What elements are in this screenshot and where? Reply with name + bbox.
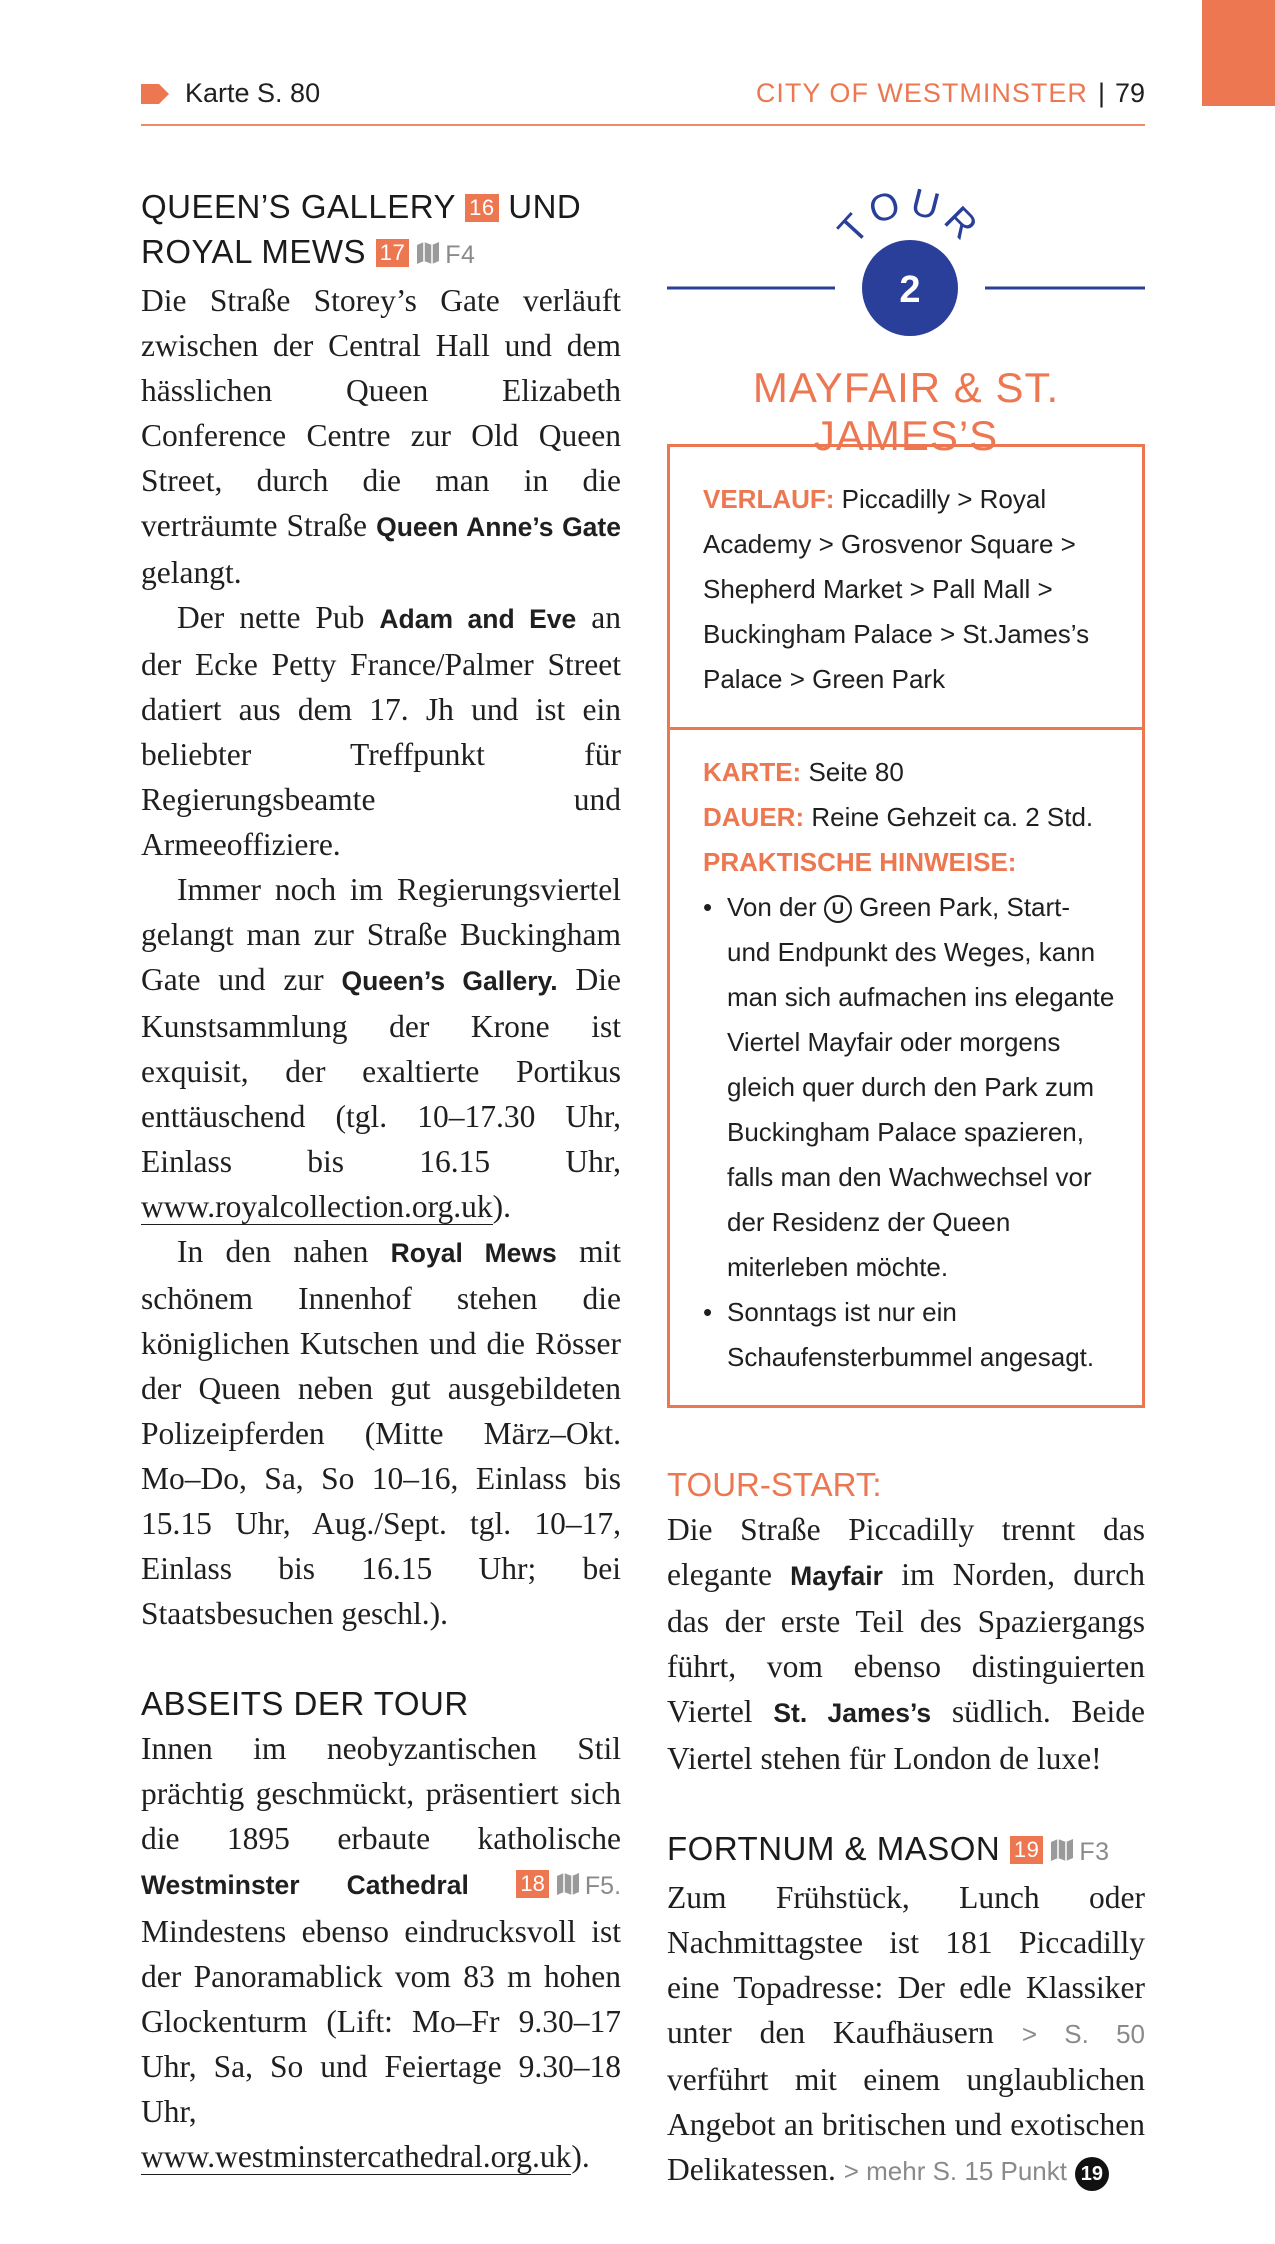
text: Die Straße Storey’s Gate verläuft zwischen der Central Hall und dem hässlichen Queen Elizabeth Conference Centre zur Old Queen Street, durch die man in die verträumte Straße [141,283,621,543]
text: Innen im neobyzantischen Stil prächtig geschmückt, präsentiert sich die 1895 erbaute katholische [141,1731,621,1856]
point-19-badge: 19 [1075,2157,1109,2191]
map-line [703,750,1120,795]
text: ). [571,2139,590,2174]
bold-term: Royal Mews [390,1238,557,1268]
map-icon [555,1872,581,1896]
bold-term: Westminster Cathedral [141,1870,469,1900]
page-tab-marker [1202,0,1275,106]
royal-collection-link[interactable]: www.royalcollection.org.uk [141,1189,493,1224]
text: Zum Frühstück, Lunch oder Nachmittagstee ist 181 Piccadilly eine Topadresse: Der edle Klassiker unter den Kaufhäusern [667,1880,1145,2050]
map-icon [1049,1838,1075,1862]
route-text: Piccadilly > Royal Academy > Grosvenor Square > Shepherd Market > Pall Mall > Buckingham Palace > St.James’s Palace > Green Park [703,484,1090,694]
section-title: CITY OF WESTMINSTER [755,78,1088,108]
heading-text: QUEEN’S GALLERY [141,188,456,225]
tour-emblem-icon [667,184,1145,344]
tour-number: 2 [899,269,921,311]
text: Von der [727,892,824,922]
right-column [667,184,1145,2194]
queens-gallery-heading [141,184,621,278]
cross-reference-more[interactable]: > mehr S. 15 Punkt [843,2156,1067,2186]
text: verführt mit einem unglaublichen Angebot an britischen und exotischen Delikatessen. [667,2062,1145,2187]
heading-text: ROYAL MEWS [141,233,367,270]
tour-start-heading: TOUR-START: [667,1466,882,1503]
bold-term: Queen Anne’s Gate [376,512,621,542]
text: im Norden, durch das der erste Teil des Spaziergangs führt, vom ebenso distinguierten Viertel [667,1557,1145,1729]
map-value: Seite 80 [801,757,904,787]
text: mit schönem Innenhof stehen die königlichen Kutschen und die Rösser der Queen neben gut ausgebildeten Polizeipferden (Mitte März–Okt. Mo–Do, Sa, So 10–16, Einlass bis 15.15 Uhr, Aug./Sept. tgl. 10–17, Einlass bis 16.15 Uhr; bei Staatsbesuchen geschl.). [141,1234,621,1631]
grid-ref-f3: F3 [1079,1838,1110,1866]
poi-badge-17[interactable]: 17 [376,239,409,267]
text: Sonntags ist nur ein Schaufensterbummel angesagt. [727,1297,1095,1372]
duration-line [703,795,1120,840]
paragraph [141,595,621,867]
route-label: VERLAUF: [703,484,835,514]
map-reference[interactable] [141,78,320,109]
text: südlich. Beide Viertel stehen für London de luxe! [667,1694,1145,1776]
fortnum-heading [667,1826,1145,1875]
map-flag-icon [141,84,169,104]
route-section [670,447,1142,727]
tip-item [703,885,1120,1290]
tour-logo [667,184,1145,459]
heading-text: FORTNUM & MASON [667,1830,1001,1867]
bold-term: Queen’s Gallery. [341,966,558,996]
text: gelangt. [141,555,242,590]
text: Immer noch im Regierungsviertel gelangt man zur Straße Buckingham Gate und zur [141,872,621,997]
tip-item [703,1290,1120,1380]
paragraph [141,1229,621,1636]
text: Die Straße Piccadilly trennt das elegante [667,1512,1145,1592]
tour-arc-text: TOUR [830,184,990,253]
poi-badge-16[interactable]: 16 [465,194,498,222]
text: Mindestens ebenso eindrucksvoll ist der Panoramablick vom 83 m hohen Glockenturm (Lift: Mo–Fr 9.30–17 Uhr, Sa, So und Feiertage 9.30–18 Uhr, [141,1914,621,2129]
westminster-cathedral-link[interactable]: www.westminstercathedral.org.uk [141,2139,572,2174]
heading-text: UND [508,188,582,225]
u-bahn-icon: U [824,895,852,923]
paragraph [667,1507,1145,1781]
text: ). [492,1189,512,1224]
duration-label: DAUER: [703,802,805,832]
page-number: 79 [1114,78,1145,108]
text: an der Ecke Petty France/Palmer Street datiert aus dem 17. Jh und ist ein beliebter Treffpunkt für Regierungsbeamte und Armeeoffiziere. [141,600,621,862]
bold-term: Mayfair [790,1561,883,1591]
paragraph [667,1875,1145,2194]
abseits-heading: ABSEITS DER TOUR [141,1685,469,1722]
running-head [756,78,1145,109]
bold-term: Adam and Eve [379,604,577,634]
tips-label: PRAKTISCHE HINWEISE: [703,847,1017,877]
text: Der nette Pub [177,600,380,635]
header-separator: | [1097,78,1105,108]
cross-reference-s50[interactable]: > S. 50 [1021,2019,1145,2049]
text: In den nahen [177,1234,391,1269]
bold-term: St. James’s [773,1698,932,1728]
paragraph [141,278,621,595]
grid-ref-f4: F4 [445,241,476,269]
duration-value: Reine Gehzeit ca. 2 Std. [804,802,1094,832]
left-column [141,184,621,2179]
details-section [670,727,1142,1405]
map-icon [415,241,441,265]
page-header [141,74,1145,126]
tour-title: MAYFAIR & ST. JAMES’S [752,364,1060,459]
map-label: KARTE: [703,757,802,787]
text: Die Kunstsammlung der Krone ist exquisit, der exaltierte Portikus enttäuschend (tgl. 10–17.30 Uhr, Einlass bis 16.15 Uhr, [141,962,622,1179]
map-reference-text: Karte S. 80 [185,78,321,108]
text: Green Park, Start- und Endpunkt des Weges, kann man sich aufmachen ins elegante Viertel Mayfair oder morgens gleich quer durch den Park zum Buckingham Palace spazieren, falls man den Wachwechsel vor der Residenz der Queen miterleben möchte. [727,892,1115,1282]
paragraph [141,1726,621,2179]
poi-badge-19[interactable]: 19 [1010,1836,1043,1864]
poi-badge-18[interactable]: 18 [516,1870,548,1898]
paragraph [141,867,621,1229]
tour-info-box [667,444,1145,1408]
grid-ref-f5: F5. [584,1872,622,1900]
